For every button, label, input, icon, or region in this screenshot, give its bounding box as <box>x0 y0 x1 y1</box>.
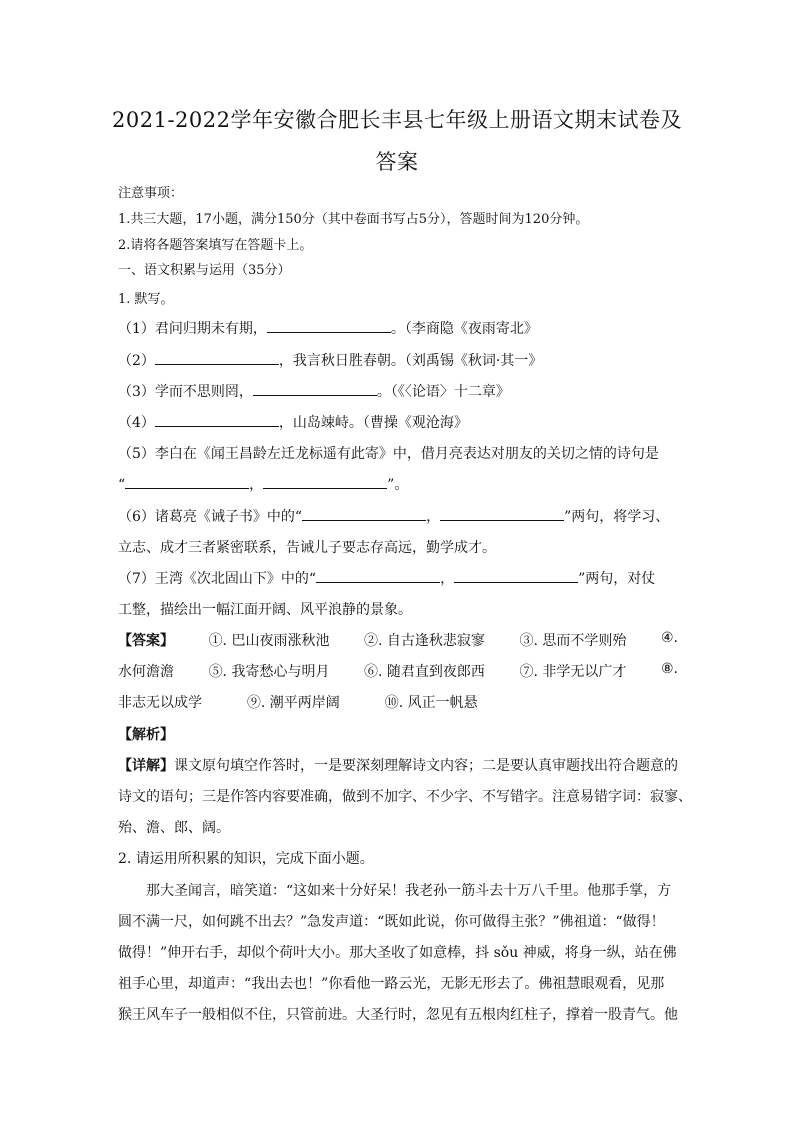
q1-line-2 <box>118 350 678 370</box>
q1-line-2-num: （2） <box>118 353 155 369</box>
answer-blank[interactable] <box>155 414 279 427</box>
question-1-heading: 1. 默写。 <box>118 292 174 307</box>
analysis-label: 【解析】 <box>118 727 174 743</box>
answer-item: ⑥. 随君直到夜郎西 <box>364 664 485 680</box>
q1-line-6 <box>118 506 678 526</box>
answer-blank[interactable] <box>125 476 249 489</box>
answer-item: ⑦. 非学无以广才 <box>519 664 627 680</box>
section-1-heading: 一、语文积累与运用（35分） <box>118 263 291 278</box>
answer-label: 【答案】 <box>118 633 174 649</box>
q1-line-7-cont: 工整，描绘出一幅江面开阔、风平浪静的景象。 <box>118 602 412 618</box>
answer-row-1 <box>118 630 678 650</box>
q1-line-4 <box>118 412 678 432</box>
answer-blank[interactable] <box>155 352 279 365</box>
passage-line-1: 那大圣闻言，暗笑道：“这如来十分好呆！我老孙一筋斗去十万八千里。他那手掌，方 <box>146 883 672 899</box>
q1-line-4-num: （4） <box>118 415 155 431</box>
answer-item: ③. 思而不学则殆 <box>519 633 627 649</box>
comma: ， <box>249 477 264 493</box>
answer-row-2 <box>118 661 678 681</box>
answer-blank[interactable] <box>253 383 377 396</box>
q1-line-5-blanks <box>118 474 678 494</box>
passage-line-4: 祖手心里，却道声：“我出去也！”你看他一路云光，无影无形去了。佛祖慧眼观看，见那 <box>118 976 665 992</box>
answer-blank[interactable] <box>302 508 426 521</box>
page-title-line2: 答案 <box>375 150 419 174</box>
answer-item: ①. 巴山夜雨涨秋池 <box>208 633 330 649</box>
passage-line-5: 猴王风车子一般相似不住，只管前进。大圣行时，忽见有五根肉红柱子，撑着一股青气。他 <box>118 1007 678 1023</box>
answer-item: ④. <box>660 630 678 646</box>
answer-item: ②. 自古逢秋悲寂寥 <box>364 633 485 649</box>
q1-line-7-tail: ”两句，对仗 <box>578 571 656 587</box>
q1-line-4-text: ，山岛竦峙。（曹操《观沧海》 <box>278 415 468 431</box>
answer-item: ⑨. 潮平两岸阔 <box>246 695 340 711</box>
close-quote: ”。 <box>387 477 409 493</box>
open-quote: “ <box>118 477 126 493</box>
q1-line-1 <box>118 318 678 338</box>
q1-line-1-source: 。（李商隐《夜雨寄北》 <box>390 321 538 337</box>
answer-blank[interactable] <box>267 320 391 333</box>
analysis-line-1 <box>118 755 678 775</box>
answer-item: 非志无以成学 <box>118 695 202 711</box>
q1-line-6-tail: ”两句，将学习、 <box>564 509 670 525</box>
detail-label: 【详解】 <box>118 758 174 774</box>
notice-item-2: 2.请将各题答案填写在答题卡上。 <box>118 238 313 253</box>
q1-line-5: （5）李白在《闻王昌龄左迁龙标遥有此寄》中，借月亮表达对朋友的关切之情的诗句是 <box>118 446 659 462</box>
analysis-line-2: 诗文的语句；三是作答内容要准确，做到不加字、不少字、不写错字。注意易错字词：寂寥、 <box>118 789 692 805</box>
q1-line-7-text: （7）王湾《次北固山下》中的“ <box>118 571 317 587</box>
q1-line-6-text: （6）诸葛亮《诫子书》中的“ <box>118 509 303 525</box>
passage-line-3: 做得！”伸开右手，却似个荷叶大小。那大圣收了如意棒，抖 sǒu 神威，将身一纵，站在佛 <box>118 945 677 961</box>
q1-line-7 <box>118 568 678 588</box>
q1-line-1-text: （1）君问归期未有期， <box>118 321 267 337</box>
answer-item: 水何澹澹 <box>118 664 174 680</box>
answer-blank[interactable] <box>263 476 387 489</box>
page-title-line1: 2021-2022学年安徽合肥长丰县七年级上册语文期末试卷及 <box>112 108 682 132</box>
question-2-heading: 2. 请运用所积累的知识，完成下面小题。 <box>118 851 374 867</box>
q1-line-3-source: 。（《〈论语〉十二章》 <box>376 384 510 400</box>
q1-line-6-cont: 立志、成才三者紧密联系，告诫儿子要志存高远，勤学成才。 <box>118 540 496 556</box>
answer-blank[interactable] <box>454 570 578 583</box>
answer-item: ⑤. 我寄愁心与明月 <box>208 664 330 680</box>
answer-item: ⑧. <box>660 661 678 677</box>
answer-item: ⑩. 风正一帆悬 <box>384 695 478 711</box>
q1-line-3 <box>118 381 678 401</box>
comma: ， <box>426 509 441 525</box>
analysis-line-3: 殆、澹、郎、阔。 <box>118 820 230 836</box>
q1-line-3-text: （3）学而不思则罔， <box>118 384 253 400</box>
notice-heading: 注意事项： <box>118 186 184 201</box>
answer-blank[interactable] <box>316 570 440 583</box>
notice-item-1: 1.共三大题，17小题，满分150分（其中卷面书写占5分），答题时间为120分钟。 <box>118 212 589 227</box>
answer-row-3 <box>118 692 678 712</box>
answer-blank[interactable] <box>440 508 564 521</box>
comma: ， <box>440 571 455 587</box>
q1-line-2-text: ，我言秋日胜春朝。（刘禹锡《秋词·其一》 <box>278 353 543 369</box>
passage-line-2: 圆不满一尺，如何跳不出去？”急发声道：“既如此说，你可做得主张？”佛祖道：“做得！ <box>118 914 665 930</box>
analysis-text-1: 课文原句填空作答时，一是要深刻理解诗文内容；二是要认真审题找出符合题意的 <box>174 758 678 774</box>
